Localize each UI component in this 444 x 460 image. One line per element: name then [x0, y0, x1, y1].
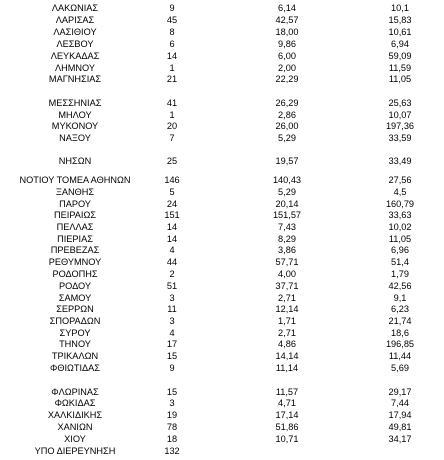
- incidence-value: 21,74: [388, 316, 412, 326]
- table-row: [0, 97, 444, 109]
- average-cases-value: 8,29: [278, 234, 296, 244]
- regional-unit-name: ΦΩΚΙΔΑΣ: [54, 398, 96, 408]
- regional-unit-name: ΞΑΝΘΗΣ: [55, 187, 95, 197]
- average-cases-value: 18,00: [275, 27, 299, 37]
- average-cases-value: 2,00: [278, 63, 296, 73]
- new-cases-value: 146: [164, 175, 180, 185]
- average-cases-value: 22,29: [275, 74, 299, 84]
- incidence-value: 10,1: [391, 3, 409, 13]
- average-cases-value: 6,00: [278, 51, 296, 61]
- average-cases-value: 51,86: [275, 422, 299, 432]
- incidence-value: 6,94: [391, 39, 409, 49]
- incidence-value: 59,09: [388, 51, 412, 61]
- table-row: [0, 120, 444, 132]
- table-row: [0, 186, 444, 198]
- table-row: [0, 244, 444, 256]
- regional-unit-name: ΡΟΔΟΥ: [58, 281, 91, 291]
- new-cases-value: 25: [166, 156, 178, 166]
- regional-unit-name: ΜΥΚΟΝΟΥ: [51, 121, 99, 131]
- average-cases-value: 57,71: [275, 257, 299, 267]
- incidence-value: 11,05: [388, 74, 412, 84]
- new-cases-value: 9: [169, 3, 175, 13]
- regional-unit-name: ΠΙΕΡΙΑΣ: [57, 234, 93, 244]
- table-row: [0, 433, 444, 445]
- average-cases-value: 26,00: [275, 121, 299, 131]
- average-cases-value: 2,86: [278, 110, 296, 120]
- regional-unit-name: ΧΙΟΥ: [64, 434, 86, 444]
- table-row: [0, 209, 444, 221]
- incidence-value: 25,63: [388, 98, 412, 108]
- regional-unit-name: ΜΕΣΣΗΝΙΑΣ: [48, 98, 102, 108]
- regional-unit-name: ΥΠΟ ΔΙΕΡΕΥΝΗΣΗ: [34, 446, 116, 456]
- incidence-value: 4,5: [393, 187, 407, 197]
- average-cases-value: 9,86: [278, 39, 296, 49]
- table-row: [0, 73, 444, 85]
- incidence-value: 49,81: [388, 422, 412, 432]
- average-cases-value: 14,14: [275, 351, 299, 361]
- table-row: [0, 14, 444, 26]
- regional-unit-name: ΣΑΜΟΥ: [58, 293, 92, 303]
- new-cases-value: 4: [169, 328, 175, 338]
- incidence-value: 160,79: [385, 199, 415, 209]
- incidence-value: 1,79: [391, 269, 409, 279]
- average-cases-value: 4,86: [278, 339, 296, 349]
- new-cases-value: 3: [169, 398, 175, 408]
- table-row: [0, 155, 444, 167]
- incidence-value: 7,44: [391, 398, 409, 408]
- incidence-value: [370, 445, 430, 457]
- incidence-value: 10,61: [388, 27, 412, 37]
- table-row: [0, 421, 444, 433]
- regional-unit-name: ΛΕΥΚΑΔΑΣ: [50, 51, 100, 61]
- new-cases-value: 14: [166, 222, 178, 232]
- incidence-value: 6,96: [391, 245, 409, 255]
- table-row: [0, 38, 444, 50]
- regional-unit-name: ΤΗΝΟΥ: [59, 339, 91, 349]
- average-cases-value: 5,29: [278, 133, 296, 143]
- regional-unit-name: ΛΑΚΩΝΙΑΣ: [51, 3, 99, 13]
- regional-unit-name: ΛΗΜΝΟΥ: [54, 63, 96, 73]
- incidence-value: 27,56: [388, 175, 412, 185]
- table-row: [0, 362, 444, 374]
- incidence-value: 33,49: [388, 156, 412, 166]
- new-cases-value: 2: [169, 269, 175, 279]
- table-row: [0, 445, 444, 457]
- regional-unit-name: ΠΕΛΛΑΣ: [56, 222, 94, 232]
- new-cases-value: 78: [166, 422, 178, 432]
- table-row: [0, 26, 444, 38]
- table-row: [0, 350, 444, 362]
- incidence-value: 9,1: [393, 293, 407, 303]
- average-cases-value: 140,43: [272, 175, 302, 185]
- new-cases-value: 45: [166, 15, 178, 25]
- regional-unit-name: ΜΑΓΝΗΣΙΑΣ: [48, 74, 102, 84]
- table-row: [0, 2, 444, 14]
- table-row: [0, 221, 444, 233]
- new-cases-value: 17: [166, 339, 178, 349]
- table-row: [0, 50, 444, 62]
- incidence-value: 11,44: [388, 351, 412, 361]
- average-cases-value: 12,14: [275, 304, 299, 314]
- new-cases-value: 132: [164, 446, 180, 456]
- incidence-value: 5,69: [391, 363, 409, 373]
- new-cases-value: 51: [166, 281, 178, 291]
- new-cases-value: 3: [169, 316, 175, 326]
- new-cases-value: 41: [166, 98, 178, 108]
- average-cases-value: 3,86: [278, 245, 296, 255]
- new-cases-value: 18: [166, 434, 178, 444]
- regional-unit-name: ΠΕΙΡΑΙΩΣ: [54, 210, 96, 220]
- new-cases-value: 151: [164, 210, 180, 220]
- new-cases-value: 3: [169, 293, 175, 303]
- incidence-value: 34,17: [388, 434, 412, 444]
- incidence-value: 42,56: [388, 281, 412, 291]
- incidence-value: 10,02: [388, 222, 412, 232]
- average-cases-value: 7,43: [278, 222, 296, 232]
- average-cases-value: 5,29: [278, 187, 296, 197]
- regional-unit-name: ΦΘΙΩΤΙΔΑΣ: [49, 363, 100, 373]
- new-cases-value: 19: [166, 410, 178, 420]
- new-cases-value: 15: [166, 351, 178, 361]
- average-cases-value: 17,14: [275, 410, 299, 420]
- regional-unit-name: ΧΑΝΙΩΝ: [57, 422, 93, 432]
- average-cases-value: 26,29: [275, 98, 299, 108]
- regional-unit-name: ΛΕΣΒΟΥ: [56, 39, 94, 49]
- regional-unit-name: ΤΡΙΚΑΛΩΝ: [51, 351, 99, 361]
- average-cases-value: 151,57: [272, 210, 302, 220]
- new-cases-value: 44: [166, 257, 178, 267]
- new-cases-value: 15: [166, 387, 178, 397]
- average-cases-value: 2,71: [278, 328, 296, 338]
- incidence-value: 6,23: [391, 304, 409, 314]
- new-cases-value: 7: [169, 133, 175, 143]
- regional-unit-name: ΣΠΟΡΑΔΩΝ: [49, 316, 101, 326]
- new-cases-value: 6: [169, 39, 175, 49]
- regional-unit-name: ΠΑΡΟΥ: [59, 199, 91, 209]
- regional-unit-name: ΝΑΞΟΥ: [59, 133, 91, 143]
- incidence-value: 51,4: [391, 257, 409, 267]
- average-cases-value: 4,00: [278, 269, 296, 279]
- new-cases-value: 5: [169, 187, 175, 197]
- average-cases-value: [252, 445, 322, 457]
- average-cases-value: 2,71: [278, 293, 296, 303]
- new-cases-value: 20: [166, 121, 178, 131]
- regional-unit-name: ΣΕΡΡΩΝ: [56, 304, 94, 314]
- incidence-value: 196,85: [385, 339, 415, 349]
- regional-unit-name: ΡΕΘΥΜΝΟΥ: [48, 257, 102, 267]
- regional-unit-name: ΜΗΛΟΥ: [58, 110, 92, 120]
- table-row: [0, 409, 444, 421]
- new-cases-value: 24: [166, 199, 178, 209]
- average-cases-value: 6,14: [278, 3, 296, 13]
- regional-unit-name: ΛΑΣΙΘΙΟΥ: [53, 27, 97, 37]
- regional-unit-name: ΠΡΕΒΕΖΑΣ: [50, 245, 100, 255]
- table-row: [0, 132, 444, 144]
- incidence-value: 197,36: [385, 121, 415, 131]
- new-cases-value: 9: [169, 363, 175, 373]
- incidence-value: 33,59: [388, 133, 412, 143]
- incidence-value: 15,83: [388, 15, 412, 25]
- average-cases-value: 10,71: [275, 434, 299, 444]
- new-cases-value: 14: [166, 51, 178, 61]
- regional-unit-name: ΦΛΩΡΙΝΑΣ: [51, 387, 99, 397]
- incidence-value: 29,17: [388, 387, 412, 397]
- incidence-value: 10,07: [388, 110, 412, 120]
- table-row: [0, 256, 444, 268]
- regional-unit-name: ΡΟΔΟΠΗΣ: [52, 269, 98, 279]
- regional-unit-name: ΝΟΤΙΟΥ ΤΟΜΕΑ ΑΘΗΝΩΝ: [19, 175, 131, 185]
- average-cases-value: 19,57: [275, 156, 299, 166]
- regional-unit-name: ΝΗΣΩΝ: [58, 156, 92, 166]
- table-row: [0, 397, 444, 409]
- incidence-value: 17,94: [388, 410, 412, 420]
- table-row: [0, 303, 444, 315]
- average-cases-value: 1,71: [278, 316, 296, 326]
- table-row: [0, 338, 444, 350]
- table-row: [0, 268, 444, 280]
- table-row: [0, 174, 444, 186]
- average-cases-value: 11,14: [275, 363, 299, 373]
- incidence-value: 18,6: [391, 328, 409, 338]
- new-cases-value: 1: [169, 63, 175, 73]
- incidence-value: 33,63: [388, 210, 412, 220]
- new-cases-value: 1: [169, 110, 175, 120]
- average-cases-value: 20,14: [275, 199, 299, 209]
- average-cases-value: 4,71: [278, 398, 296, 408]
- regional-unit-name: ΣΥΡΟΥ: [59, 328, 91, 338]
- incidence-value: 11,59: [388, 63, 412, 73]
- new-cases-value: 21: [166, 74, 178, 84]
- table-row: [0, 315, 444, 327]
- new-cases-value: 8: [169, 27, 175, 37]
- regional-unit-name: ΧΑΛΚΙΔΙΚΗΣ: [47, 410, 103, 420]
- average-cases-value: 37,71: [275, 281, 299, 291]
- incidence-value: 11,05: [388, 234, 412, 244]
- regional-unit-name: ΛΑΡΙΣΑΣ: [55, 15, 95, 25]
- average-cases-value: 42,57: [275, 15, 299, 25]
- new-cases-value: 4: [169, 245, 175, 255]
- new-cases-value: 14: [166, 234, 178, 244]
- new-cases-value: 11: [167, 304, 177, 314]
- table-row: [0, 280, 444, 292]
- average-cases-value: 11,57: [275, 387, 299, 397]
